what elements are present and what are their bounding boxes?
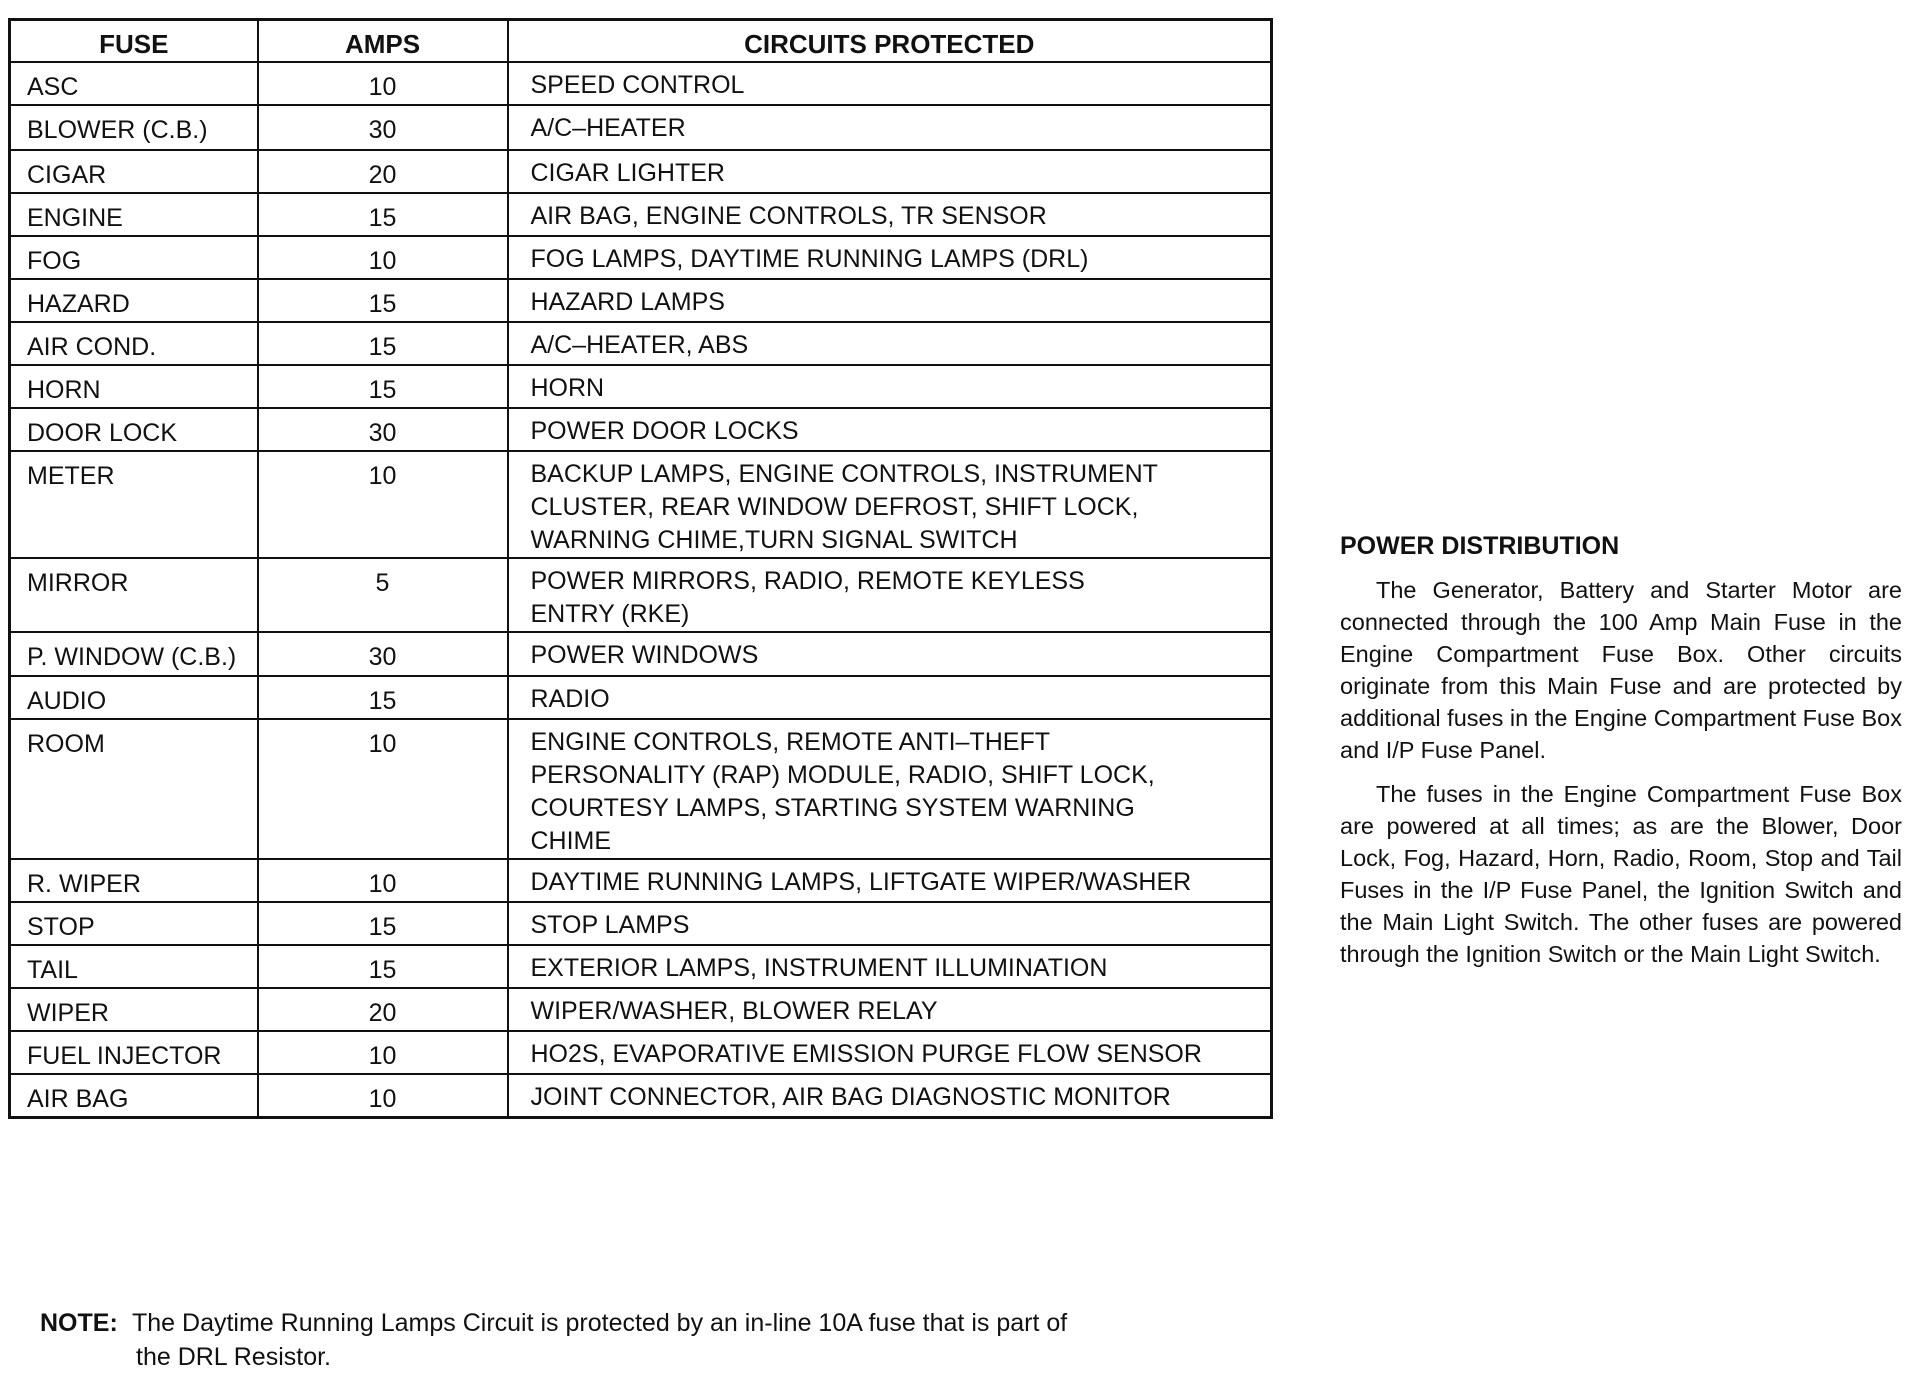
circuits-cell [508, 859, 1272, 902]
table-body [10, 62, 1272, 1118]
note-text-line2: the DRL Resistor. [136, 1343, 331, 1371]
table-row [10, 1031, 1272, 1074]
fuse-name-cell: ASC [10, 62, 258, 105]
fuse-name-cell: AUDIO [10, 676, 258, 719]
power-distribution-paragraph: The Generator, Battery and Starter Motor are connected through the 100 Amp Main Fuse in the Engine Compartment Fuse Box. Other circuits originate from this Main Fuse and are protected by additional fuses in the Engine Compartment Fuse Box and I/P Fuse Panel. [1340, 577, 1902, 763]
amps-cell: 15 [258, 279, 508, 322]
power-distribution-paragraph: The fuses in the Engine Compartment Fuse Box are powered at all times; as are the Blower, Door Lock, Fog, Hazard, Horn, Radio, Room, Stop and Tail Fuses in the I/P Fuse Panel, the Ignition Switch and the Main Light Switch. The other fuses are powered through the Ignition Switch or the Main Light Switch. [1340, 781, 1902, 967]
fuse-name-cell: AIR COND. [10, 322, 258, 365]
table-row [10, 945, 1272, 988]
header-fuse: FUSE [10, 20, 258, 63]
circuits-line: HORN [530, 374, 605, 402]
circuits-line: POWER WINDOWS [530, 641, 759, 669]
circuits-line: CIGAR LIGHTER [530, 159, 725, 187]
amps-cell: 10 [258, 1074, 508, 1118]
circuits-line: RADIO [530, 685, 610, 713]
header-amps: AMPS [258, 20, 508, 63]
header-circuits: CIRCUITS PROTECTED [508, 20, 1272, 63]
table-header-row [10, 20, 1272, 63]
table-row [10, 150, 1272, 193]
circuits-line: FOG LAMPS, DAYTIME RUNNING LAMPS (DRL) [530, 245, 1089, 273]
circuits-line: A/C–HEATER, ABS [530, 331, 749, 359]
circuits-cell [508, 945, 1272, 988]
circuits-line: EXTERIOR LAMPS, INSTRUMENT ILLUMINATION [530, 954, 1108, 982]
amps-cell: 20 [258, 150, 508, 193]
circuits-line: PERSONALITY (RAP) MODULE, RADIO, SHIFT LOCK, [530, 761, 1155, 789]
fuse-name-cell: STOP [10, 902, 258, 945]
circuits-line: JOINT CONNECTOR, AIR BAG DIAGNOSTIC MONITOR [530, 1083, 1171, 1111]
circuits-cell [508, 558, 1272, 632]
table-row [10, 859, 1272, 902]
power-distribution-section [1340, 530, 1902, 982]
circuits-cell [508, 1031, 1272, 1074]
amps-cell: 15 [258, 945, 508, 988]
footnote [40, 1306, 1240, 1374]
fuse-name-cell: R. WIPER [10, 859, 258, 902]
table-row [10, 988, 1272, 1031]
circuits-line: CLUSTER, REAR WINDOW DEFROST, SHIFT LOCK, [530, 493, 1139, 521]
table-row [10, 236, 1272, 279]
circuits-line: AIR BAG, ENGINE CONTROLS, TR SENSOR [530, 202, 1047, 230]
circuits-line: STOP LAMPS [530, 911, 690, 939]
circuits-line: ENTRY (RKE) [530, 600, 690, 628]
fuse-name-cell: FOG [10, 236, 258, 279]
amps-cell: 10 [258, 62, 508, 105]
circuits-cell [508, 322, 1272, 365]
circuits-line: DAYTIME RUNNING LAMPS, LIFTGATE WIPER/WASHER [530, 868, 1192, 896]
circuits-cell [508, 236, 1272, 279]
circuits-cell [508, 62, 1272, 105]
fuse-name-cell: TAIL [10, 945, 258, 988]
amps-cell: 10 [258, 1031, 508, 1074]
circuits-line: A/C–HEATER [530, 114, 686, 142]
fuse-name-cell: ENGINE [10, 193, 258, 236]
amps-cell: 15 [258, 676, 508, 719]
table-row [10, 1074, 1272, 1118]
circuits-cell [508, 988, 1272, 1031]
table-row [10, 719, 1272, 859]
table-row [10, 105, 1272, 150]
circuits-line: ENGINE CONTROLS, REMOTE ANTI–THEFT [530, 728, 1050, 756]
table-row [10, 676, 1272, 719]
circuits-cell [508, 676, 1272, 719]
amps-cell: 10 [258, 719, 508, 859]
note-text-line1: The Daytime Running Lamps Circuit is protected by an in-line 10A fuse that is part of [132, 1309, 1068, 1337]
table-row [10, 322, 1272, 365]
circuits-cell [508, 279, 1272, 322]
circuits-line: HAZARD LAMPS [530, 288, 725, 316]
circuits-line: POWER MIRRORS, RADIO, REMOTE KEYLESS [530, 567, 1085, 595]
fuse-name-cell: HORN [10, 365, 258, 408]
amps-cell: 20 [258, 988, 508, 1031]
amps-cell: 15 [258, 322, 508, 365]
circuits-line: WIPER/WASHER, BLOWER RELAY [530, 997, 938, 1025]
table-row [10, 408, 1272, 451]
amps-cell: 10 [258, 236, 508, 279]
circuits-cell [508, 150, 1272, 193]
table-row [10, 451, 1272, 558]
fuse-name-cell: ROOM [10, 719, 258, 859]
table-row [10, 632, 1272, 676]
table-row [10, 365, 1272, 408]
table-row [10, 558, 1272, 632]
circuits-line: SPEED CONTROL [530, 71, 745, 99]
circuits-line: HO2S, EVAPORATIVE EMISSION PURGE FLOW SENSOR [530, 1040, 1202, 1068]
circuits-cell [508, 193, 1272, 236]
amps-cell: 30 [258, 105, 508, 150]
amps-cell: 15 [258, 365, 508, 408]
amps-cell: 30 [258, 408, 508, 451]
fuse-name-cell: WIPER [10, 988, 258, 1031]
circuits-cell [508, 632, 1272, 676]
circuits-cell [508, 719, 1272, 859]
circuits-line: BACKUP LAMPS, ENGINE CONTROLS, INSTRUMENT [530, 460, 1158, 488]
fuse-name-cell: P. WINDOW (C.B.) [10, 632, 258, 676]
circuits-line: COURTESY LAMPS, STARTING SYSTEM WARNING [530, 794, 1135, 822]
fuse-name-cell: HAZARD [10, 279, 258, 322]
amps-cell: 10 [258, 451, 508, 558]
circuits-line: POWER DOOR LOCKS [530, 417, 799, 445]
circuits-cell [508, 451, 1272, 558]
note-label: NOTE: [40, 1309, 118, 1337]
fuse-name-cell: CIGAR [10, 150, 258, 193]
circuits-cell [508, 1074, 1272, 1118]
circuits-line: CHIME [530, 827, 612, 855]
fuse-name-cell: BLOWER (C.B.) [10, 105, 258, 150]
amps-cell: 30 [258, 632, 508, 676]
circuits-cell [508, 365, 1272, 408]
fuse-name-cell: AIR BAG [10, 1074, 258, 1118]
amps-cell: 15 [258, 193, 508, 236]
amps-cell: 10 [258, 859, 508, 902]
circuits-line: WARNING CHIME,TURN SIGNAL SWITCH [530, 526, 1018, 554]
table-row [10, 902, 1272, 945]
amps-cell: 15 [258, 902, 508, 945]
fuse-name-cell: DOOR LOCK [10, 408, 258, 451]
circuits-cell [508, 105, 1272, 150]
table-row [10, 62, 1272, 105]
circuits-cell [508, 902, 1272, 945]
fuse-name-cell: FUEL INJECTOR [10, 1031, 258, 1074]
fuse-name-cell: MIRROR [10, 558, 258, 632]
table-row [10, 193, 1272, 236]
amps-cell: 5 [258, 558, 508, 632]
fuse-name-cell: METER [10, 451, 258, 558]
power-distribution-title: POWER DISTRIBUTION [1340, 532, 1620, 560]
table-row [10, 279, 1272, 322]
circuits-cell [508, 408, 1272, 451]
fuse-table [8, 18, 1273, 1119]
